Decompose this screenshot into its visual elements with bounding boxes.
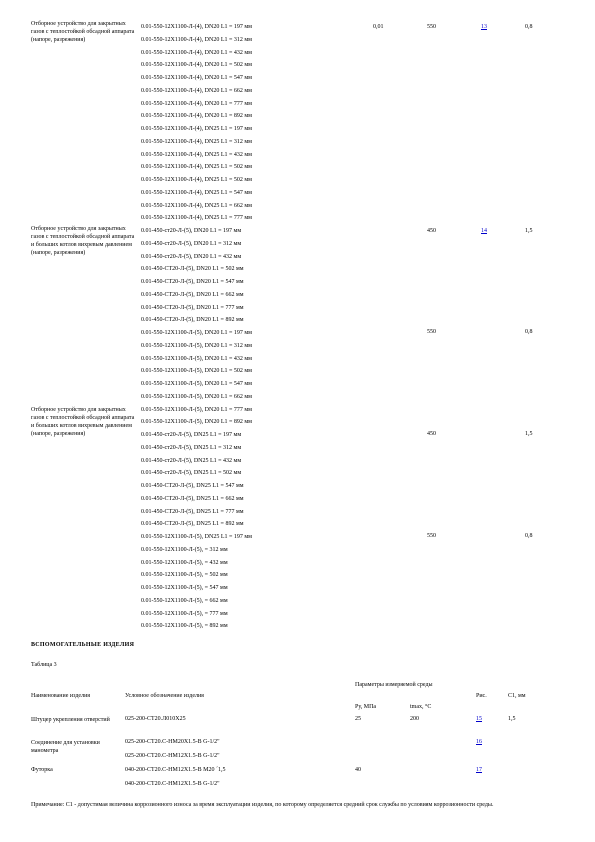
temp-cell: 550 <box>427 329 436 335</box>
item-name-3: Отборное устройство для закрытных газов с теплостойкой обсадной аппарата и больших котлов вихревым давлением (напоре, разрежения) <box>31 407 135 437</box>
designation-row: 0.01-450-СТ20-Л-(5), DN25 L1 = 777 мм <box>141 508 244 515</box>
item-name-1: Отборное устройство для закрытных газов с теплостойкой обсадной аппарата (напоре, разрежения) <box>31 21 135 43</box>
c1-cell: 0,8 <box>525 24 533 30</box>
designation-row: 0.01-550-12Х1100-Л-(5), = 662 мм <box>141 597 228 604</box>
row-tmax: 200 <box>410 716 419 722</box>
designation-row: 0.01-550-12Х1100-Л-(5), = 547 мм <box>141 585 228 591</box>
designation-row: 0.01-450-СТ20-Л-(5), DN20 L1 = 502 мм <box>141 266 244 273</box>
designation-row: 0.01-550-12Х1100-Л-(4), DN20 L1 = 502 мм <box>141 62 252 69</box>
designation-row: 0.01-550-12Х1100-Л-(5), = 777 мм <box>141 610 228 617</box>
designation-row: 0.01-550-12Х1100-Л-(4), DN25 L1 = 662 мм <box>141 202 252 209</box>
designation-row: 0.01-550-12Х1100-Л-(4), DN20 L1 = 312 мм <box>141 36 252 43</box>
row-name: Соединение для установки манометра <box>31 740 100 754</box>
designation-row: 0.01-550-12Х1100-Л-(4), DN20 L1 = 777 мм <box>141 100 252 107</box>
c1-cell: 1,5 <box>525 228 533 234</box>
figure-link-14[interactable]: 14 <box>481 228 487 234</box>
temp-cell: 450 <box>427 228 436 234</box>
designation-row: 0.01-550-12Х1100-Л-(4), DN25 L1 = 312 мм <box>141 138 252 145</box>
designation-row: 0.01-550-12Х1100-Л-(5), = 502 мм <box>141 572 228 579</box>
designation-row: 0.01-450-СТ20-Л-(5), DN20 L1 = 892 мм <box>141 317 244 324</box>
row-py: 25 <box>355 716 361 722</box>
header-tmax: tmax, °С <box>410 704 432 710</box>
pressure-cell: 0,01 <box>373 24 384 30</box>
designation-row: 0.01-550-12Х1100-Л-(4), DN25 L1 = 197 мм <box>141 126 252 132</box>
designation-row: 0.01-550-12Х1100-Л-(5), = 432 мм <box>141 559 228 566</box>
designation-row: 0.01-450-ст20-Л-(5), DN25 L1 = 197 мм <box>141 432 242 438</box>
table-caption: Таблица 3 <box>31 662 57 668</box>
designation-row: 0.01-450-ст20-Л-(5), DN25 L1 = 432 мм <box>141 457 242 464</box>
row-designation: 025-200-СТ20.Л010Х25 <box>125 716 186 722</box>
designation-row: 0.01-550-12Х1100-Л-(4), DN25 L1 = 502 мм <box>141 177 252 183</box>
designation-row: 0.01-550-12Х1100-Л-(5), = 312 мм <box>141 546 228 553</box>
c1-cell: 1,5 <box>525 431 533 437</box>
figure-link-17[interactable]: 17 <box>476 767 482 773</box>
figure-link-16[interactable]: 16 <box>476 739 482 745</box>
header-params: Параметры измеряемой среды <box>355 682 433 688</box>
designation-row: 0.01-550-12Х1100-Л-(5), = 892 мм <box>141 623 228 630</box>
designation-row: 0.01-550-12Х1100-Л-(4), DN20 L1 = 197 мм <box>141 24 252 30</box>
designation-row: 0.01-450-СТ20-Л-(5), DN20 L1 = 662 мм <box>141 291 244 298</box>
header-name: Наименование изделия <box>31 693 91 699</box>
row-name: Штуцер укрепления отверстий <box>31 717 110 723</box>
item-name-2: Отборное устройство для закрытных газов с теплостойкой обсадной аппарата и больших котлов вихревым давлением (напоре, разрежения) <box>31 226 135 256</box>
designation-row: 0.01-450-СТ20-Л-(5), DN20 L1 = 547 мм <box>141 279 244 285</box>
designation-row: 0.01-450-СТ20-Л-(5), DN20 L1 = 777 мм <box>141 304 244 311</box>
row-designation: 040-200-СТ20.С-НМ12Х1.5-В G-1/2" <box>125 781 220 787</box>
c1-cell: 0,8 <box>525 533 533 539</box>
footnote: Примечание: С1 - допустимая величина коррозионного износа за время эксплуатации изделия, по которому определяется средний срок службы по условиям коррозионности среды. <box>31 802 494 808</box>
designation-row: 0.01-550-12Х1100-Л-(5), DN20 L1 = 502 мм <box>141 368 252 375</box>
designation-row: 0.01-550-12Х1100-Л-(5), DN20 L1 = 662 мм <box>141 393 252 400</box>
row-designation: 025-200-СТ20.С-НМ12Х1.5-В G-1/2" <box>125 753 220 759</box>
row-c1: 1,5 <box>508 716 516 722</box>
designation-row: 0.01-450-ст20-Л-(5), DN25 L1 = 312 мм <box>141 444 242 451</box>
header-c1: С1, мм <box>508 693 526 699</box>
row-name: Футорка <box>31 767 53 773</box>
header-py: Ру, МПа <box>355 704 377 710</box>
row-py: 40 <box>355 767 361 773</box>
designation-row: 0.01-550-12Х1100-Л-(4), DN25 L1 = 502 мм <box>141 164 252 171</box>
designation-row: 0.01-550-12Х1100-Л-(5), DN20 L1 = 312 мм <box>141 342 252 349</box>
figure-link-13[interactable]: 13 <box>481 24 487 30</box>
designation-row: 0.01-450-СТ20-Л-(5), DN25 L1 = 892 мм <box>141 521 244 528</box>
designation-row: 0.01-450-СТ20-Л-(5), DN25 L1 = 662 мм <box>141 495 244 502</box>
designation-row: 0.01-550-12Х1100-Л-(5), DN20 L1 = 197 мм <box>141 330 252 336</box>
figure-link-15[interactable]: 15 <box>476 716 482 722</box>
designation-row: 0.01-550-12Х1100-Л-(4), DN25 L1 = 547 мм <box>141 189 252 196</box>
designation-row: 0.01-550-12Х1100-Л-(4), DN25 L1 = 777 мм <box>141 215 252 222</box>
temp-cell: 550 <box>427 24 436 30</box>
designation-row: 0.01-550-12Х1100-Л-(5), DN25 L1 = 197 мм <box>141 534 252 540</box>
section-title: ВСПОМОГАТЕЛЬНЫЕ ИЗДЕЛИЯ <box>31 642 135 648</box>
designation-row: 0.01-550-12Х1100-Л-(4), DN25 L1 = 432 мм <box>141 151 252 158</box>
row-designation: 025-200-СТ20.С-НМ20Х1.5-В G-1/2" <box>125 739 220 745</box>
c1-cell: 0,8 <box>525 329 533 335</box>
header-designation: Условное обозначение изделия <box>125 693 204 699</box>
designation-row: 0.01-550-12Х1100-Л-(5), DN20 L1 = 892 мм <box>141 419 252 426</box>
row-designation: 040-200-СТ20.С-НМ12Х1.5-В М20 ´1,5 <box>125 767 226 773</box>
designation-row: 0.01-450-ст20-Л-(5), DN20 L1 = 312 мм <box>141 240 242 247</box>
temp-cell: 450 <box>427 431 436 437</box>
designation-row: 0.01-450-ст20-Л-(5), DN20 L1 = 432 мм <box>141 253 242 260</box>
designation-row: 0.01-550-12Х1100-Л-(5), DN20 L1 = 432 мм <box>141 355 252 362</box>
designation-row: 0.01-550-12Х1100-Л-(4), DN20 L1 = 547 мм <box>141 75 252 81</box>
designation-row: 0.01-450-ст20-Л-(5), DN20 L1 = 197 мм <box>141 228 242 234</box>
designation-row: 0.01-550-12Х1100-Л-(4), DN20 L1 = 432 мм <box>141 49 252 56</box>
designation-row: 0.01-450-ст20-Л-(5), DN25 L1 = 502 мм <box>141 470 242 477</box>
designation-row: 0.01-550-12Х1100-Л-(4), DN20 L1 = 892 мм <box>141 113 252 120</box>
header-fig: Рис. <box>476 693 487 699</box>
designation-row: 0.01-550-12Х1100-Л-(5), DN20 L1 = 547 мм <box>141 381 252 387</box>
designation-row: 0.01-550-12Х1100-Л-(5), DN20 L1 = 777 мм <box>141 406 252 413</box>
designation-row: 0.01-450-СТ20-Л-(5), DN25 L1 = 547 мм <box>141 483 244 489</box>
designation-row: 0.01-550-12Х1100-Л-(4), DN20 L1 = 662 мм <box>141 87 252 94</box>
temp-cell: 550 <box>427 533 436 539</box>
